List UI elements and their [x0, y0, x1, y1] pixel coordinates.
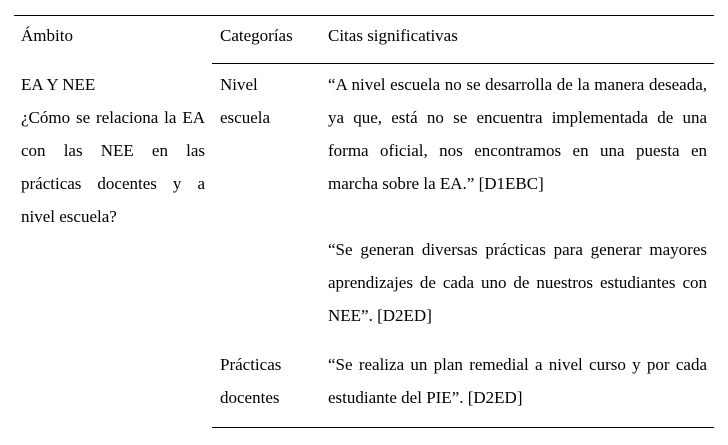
categoria-practicas-docentes: Prácticas docentes — [220, 355, 282, 407]
bottom-rule — [212, 427, 714, 428]
cita-d2ed-pie: “Se realiza un plan remedial a nivel curso y por cada estudiante del PIE”. [D2ED] — [328, 355, 707, 407]
header-citas: Citas significativas — [328, 26, 458, 45]
cita-d2ed-nee: “Se generan diversas prácticas para generar mayores aprendizajes de cada uno de nuestros estudiantes con NEE”. [D2ED] — [328, 240, 707, 325]
ambito-title: EA Y NEE — [21, 75, 96, 94]
header-ambito: Ámbito — [21, 26, 73, 45]
ambito-question: ¿Cómo se relaciona la EA con las NEE en las prácticas docentes y a nivel escuela? — [21, 108, 205, 226]
categoria-nivel-escuela: Nivel escuela — [220, 75, 271, 127]
top-rule — [14, 15, 714, 16]
header-categorias: Categorías — [220, 26, 293, 45]
header-rule — [212, 63, 714, 64]
cita-d1ebc: “A nivel escuela no se desarrolla de la manera deseada, ya que, está no se encuentra implementada de una forma oficial, nos encontramos en una puesta en marcha sobre la EA.” [D1EBC] — [328, 75, 707, 193]
